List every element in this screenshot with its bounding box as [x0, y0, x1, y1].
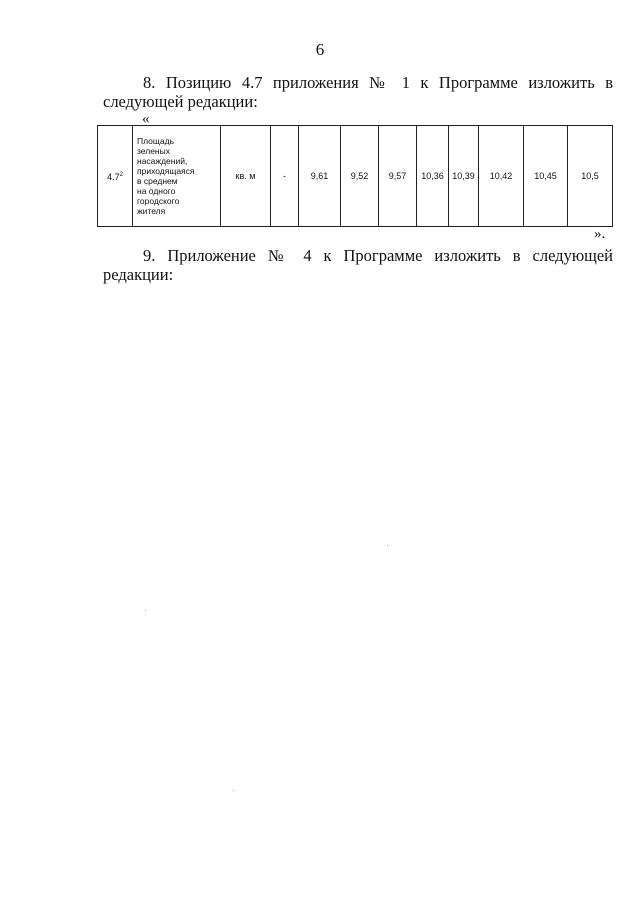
name-line: на одного — [137, 186, 176, 196]
closing-quote: ». — [594, 226, 606, 242]
name-line: городского — [137, 196, 180, 206]
paragraph-8: 8. Позицию 4.7 приложения № 1 к Программе изложить в следующей редакции: — [103, 73, 613, 111]
table-row — [98, 126, 613, 227]
base-value-cell: - — [271, 126, 299, 227]
scan-speck — [387, 545, 388, 546]
value-cell: 9,57 — [379, 126, 417, 227]
name-line: Площадь — [137, 136, 175, 146]
name-line: приходящаяся — [137, 166, 195, 176]
position-number-cell — [98, 126, 133, 227]
page-number: 6 — [315, 40, 325, 59]
indicator-name-cell — [133, 126, 221, 227]
value-cell: 10,39 — [449, 126, 479, 227]
position-number: 4.7 — [107, 171, 120, 182]
value-cell: 9,52 — [341, 126, 379, 227]
paragraph-9: 9. Приложение № 4 к Программе изложить в следующей редакции: — [103, 246, 613, 284]
opening-quote: « — [142, 111, 150, 127]
value-cell: 9,61 — [299, 126, 341, 227]
value-cell: 10,42 — [479, 126, 524, 227]
position-superscript: 2 — [119, 171, 123, 178]
value-cell: 10,36 — [417, 126, 449, 227]
scan-speck — [145, 610, 146, 611]
name-line: в среднем — [137, 176, 178, 186]
name-line: жителя — [137, 206, 166, 216]
unit-cell: кв. м — [221, 126, 271, 227]
scan-speck — [233, 790, 234, 791]
name-line: насаждений, — [137, 156, 188, 166]
position-table — [97, 125, 613, 227]
value-cell: 10,5 — [568, 126, 613, 227]
name-line: зеленых — [137, 146, 170, 156]
value-cell: 10,45 — [524, 126, 568, 227]
